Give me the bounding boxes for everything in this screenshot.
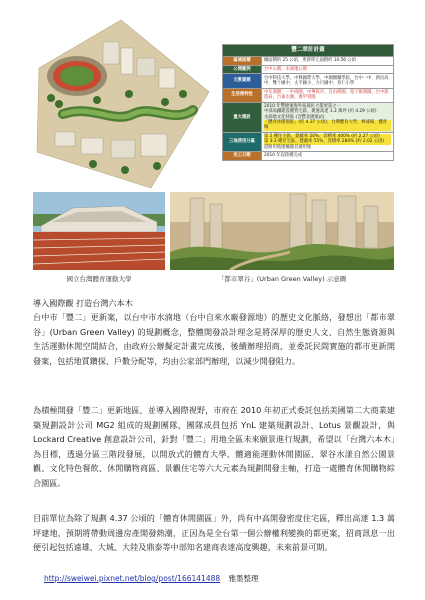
article-paragraph: 為積極開發「豐二」更新地區，並導入國際視野，市府在 2010 年初正式委託包括美國第二大商業建築規劃設計公司 MG2 組成的規劃團隊，團隊成員包括 YnL 建築規劃設計、Lotus 景觀設計，與 Lockard Creative 創意設計公司，針對「豐二」用地全區未來願景進行規劃，希望以「台灣六本木」為目標，透過分區三階段發展，以開放式的體育大學、體適能運動休閒園區、翠谷水漾自然公園景觀、文化特色餐飲、休閒購物商區、景觀住宅等六大元素為規劃開發主軸，打造一處體育休閒購物綜合園區。 <box>33 405 395 488</box>
project-info-table <box>222 44 394 161</box>
row-value <box>262 132 394 151</box>
stadium-photo <box>33 192 165 270</box>
row-label: 完工日期 <box>223 152 262 161</box>
table-row <box>223 102 394 132</box>
article-paragraph: 台中市「豐二」更新案，以台中市水湳地（台中自來水廠發源地）的歷史文化脈絡，發想出「都市翠谷」(Urban Green Valley) 的規劃概念，整體開發設計理念是將深厚的歷史人文、自然生態資源與生活運動休閒空間結合，由政府公辦擬定計畫完成後，後續辦理招商，並委託民間實施的都市更新開發案，包括地質鑽探、戶數分配等，均由公家部門辦理，以減少開發阻力。 <box>33 312 395 366</box>
article-paragraph: 目前單位為除了規劃 4.37 公頃的「體育休閒園區」外，尚有中高開發密度住宅區，釋出高達 1.3 萬坪建地，預期將帶動周邊房產開發熱潮，正因為是全台第一個公辦權利變換的都更案，招商訊息一出便引起包括遠雄、大城、大陸及鼎泰等中部知名建商表達高度興趣，未來前景可期。 <box>33 513 395 553</box>
row-value <box>262 102 394 132</box>
row-value: 台中科技大學、中興國際大學、中國醫藥學院、台中一中、新民高中、雙十國中、太平國小、力行國中、育仁小學 <box>262 74 394 88</box>
table-row <box>223 56 394 65</box>
row-value-line: 中部高鐵建設優質宅區、捷運高達 1.3 萬坪 (約 4.29 公頃) <box>264 109 377 115</box>
row-label: 公開範例 <box>223 65 262 74</box>
photo-caption: 「都市翠谷」(Urban Green Valley) 示意圖 <box>217 275 347 283</box>
row-value-line: 第 5 種住宅區，建蔽率 50%、容積率 400% (約 2.27 公頃) <box>264 134 391 139</box>
row-value-line: 道路用地運輸器具通用地 <box>264 144 312 150</box>
row-label: 三地使用分區 <box>223 132 262 151</box>
row-value-line: 第 3-2 種住宅區，建蔽率 55%、容積率 280% (約 2.02 公頃) <box>264 139 391 144</box>
table-row <box>223 65 394 74</box>
table-row <box>223 132 394 151</box>
row-value-line: 2010 年豐捷運海外拓商民大都更第之一 <box>264 103 341 109</box>
row-label: 重大建設 <box>223 102 262 132</box>
footer <box>44 573 259 584</box>
credit-text: 雅墨整理 <box>228 574 259 583</box>
row-value-line: 「體育休閒園區」(約 4.37 公頃)，台灣體育大學、棒球場、體育場 <box>264 120 391 131</box>
article-heading: 導入國際觀 打造台灣六本木 <box>33 298 133 308</box>
table-row <box>223 74 394 88</box>
aerial-master-plan-image <box>33 14 213 190</box>
table-row <box>223 152 394 161</box>
row-label: 文教資源 <box>223 74 262 88</box>
urban-green-valley-rendering <box>170 192 394 270</box>
row-label: 區域面積 <box>223 56 262 65</box>
row-value: 中友商圈、一中商圈、中華夜市、自由商圈、電子街商圈、台中旅遊局、台東水溝、逢甲管圈 <box>262 88 394 102</box>
photo-caption: 國立台灣體育運動大學 <box>66 275 132 283</box>
row-label: 生活便利性 <box>223 88 262 102</box>
row-value: 台中公園、水湳地公園 <box>262 65 394 74</box>
row-value: 2010 年起陸續完成 <box>262 152 394 161</box>
table-row <box>223 88 394 102</box>
row-value: 總面積約 25 公頃，更新單元面積約 10.56 公頃 <box>262 56 394 65</box>
table-title: 豐二翠計計畫 <box>223 45 394 57</box>
source-link[interactable]: http://sweiwei.pixnet.net/blog/post/166141488 <box>44 574 221 583</box>
row-value-line: 水湳地文化特區 (含豐北捷運站) <box>264 114 325 120</box>
